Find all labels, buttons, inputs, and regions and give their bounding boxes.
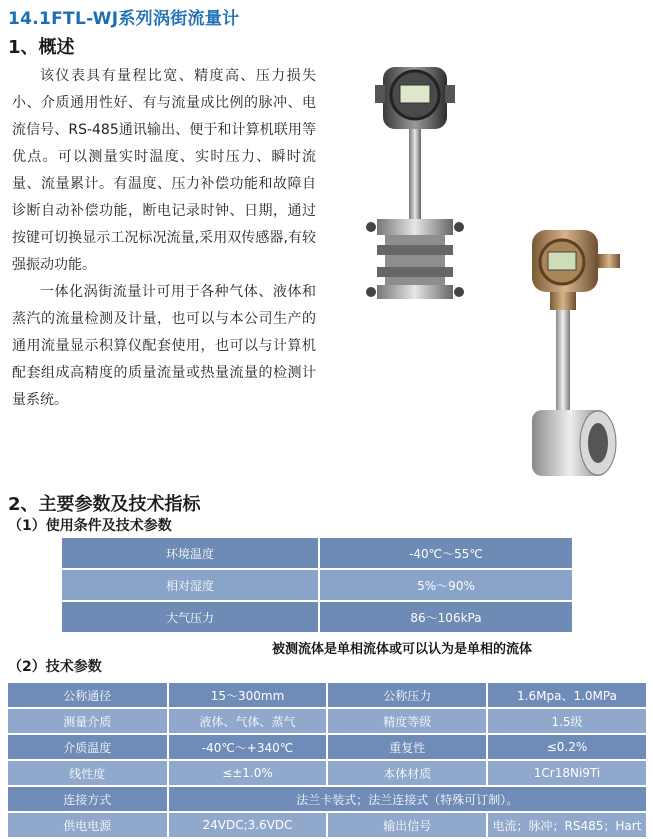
param-value: 电流；脉冲；RS485；Hart bbox=[487, 812, 647, 838]
param-value: 法兰卡装式；法兰连接式（特殊可订制）。 bbox=[168, 786, 647, 812]
flowmeter-wafer-image bbox=[355, 55, 475, 310]
fluid-note: 被测流体是单相流体或可以认为是单相的流体 bbox=[272, 642, 533, 657]
param-label: 线性度 bbox=[8, 760, 168, 786]
param-value: ≤±1.0% bbox=[168, 760, 328, 786]
overview-paragraph-2: 一体化涡街流量计可用于各种气体、液体和蒸汽的流量检测及计量，也可以与本公司生产的通用流量显示积算仪配套使用，也可以与计算机配套组成高精度的质量流量或热量流量的检测计量系统。 bbox=[12, 284, 316, 408]
section-heading-params: 2、主要参数及技术指标 bbox=[8, 494, 201, 515]
param-value: 1.6Mpa、1.0MPa bbox=[487, 683, 647, 708]
table-row bbox=[62, 601, 573, 633]
param-label: 介质温度 bbox=[8, 734, 168, 760]
table-row bbox=[62, 538, 573, 569]
param-label: 精度等级 bbox=[327, 708, 487, 734]
param-label: 公称通径 bbox=[8, 683, 168, 708]
condition-value: -40℃～55℃ bbox=[319, 538, 573, 569]
flowmeter-flange-image bbox=[520, 222, 640, 484]
table-row bbox=[8, 786, 647, 812]
page-title: 14.1FTL-WJ系列涡街流量计 bbox=[8, 9, 240, 29]
table-row bbox=[62, 569, 573, 601]
param-value: 1.5级 bbox=[487, 708, 647, 734]
param-value: ≤0.2% bbox=[487, 734, 647, 760]
condition-label: 相对湿度 bbox=[62, 569, 319, 601]
param-value: 15～300mm bbox=[168, 683, 328, 708]
param-value: 24VDC;3.6VDC bbox=[168, 812, 328, 838]
param-label: 测量介质 bbox=[8, 708, 168, 734]
param-label: 重复性 bbox=[327, 734, 487, 760]
condition-value: 86～106kPa bbox=[319, 601, 573, 633]
overview-paragraph-1: 该仪表具有量程比宽、精度高、压力损失小、介质通用性好、有与流量成比例的脉冲、电流信号、RS-485通讯输出、便于和计算机联用等优点。可以测量实时温度、实时压力、瞬时流量、流量累计。有温度、压力补偿功能和故障自诊断自动补偿功能，断电记录时钟、日期，通过按键可切换显示工况标况流量,采用双传感器,有较强振动功能。 bbox=[12, 68, 316, 273]
table-row bbox=[8, 683, 647, 708]
param-label: 公称压力 bbox=[327, 683, 487, 708]
table-row bbox=[8, 734, 647, 760]
param-value: -40℃～+340℃ bbox=[168, 734, 328, 760]
overview-text bbox=[12, 63, 316, 414]
table-row bbox=[8, 760, 647, 786]
table-row bbox=[8, 708, 647, 734]
param-label: 连接方式 bbox=[8, 786, 168, 812]
section-heading-overview: 1、概述 bbox=[8, 37, 75, 58]
subheading-tech-params: （2）技术参数 bbox=[8, 659, 102, 675]
tech-params-table bbox=[8, 683, 648, 839]
param-label: 本体材质 bbox=[327, 760, 487, 786]
condition-value: 5%～90% bbox=[319, 569, 573, 601]
table-row bbox=[8, 812, 647, 838]
condition-label: 环境温度 bbox=[62, 538, 319, 569]
param-label: 供电电源 bbox=[8, 812, 168, 838]
param-label: 输出信号 bbox=[327, 812, 487, 838]
conditions-table bbox=[62, 538, 574, 634]
param-value: 液体、气体、蒸气 bbox=[168, 708, 328, 734]
condition-label: 大气压力 bbox=[62, 601, 319, 633]
param-value: 1Cr18Ni9Ti bbox=[487, 760, 647, 786]
subheading-conditions: （1）使用条件及技术参数 bbox=[8, 518, 172, 534]
